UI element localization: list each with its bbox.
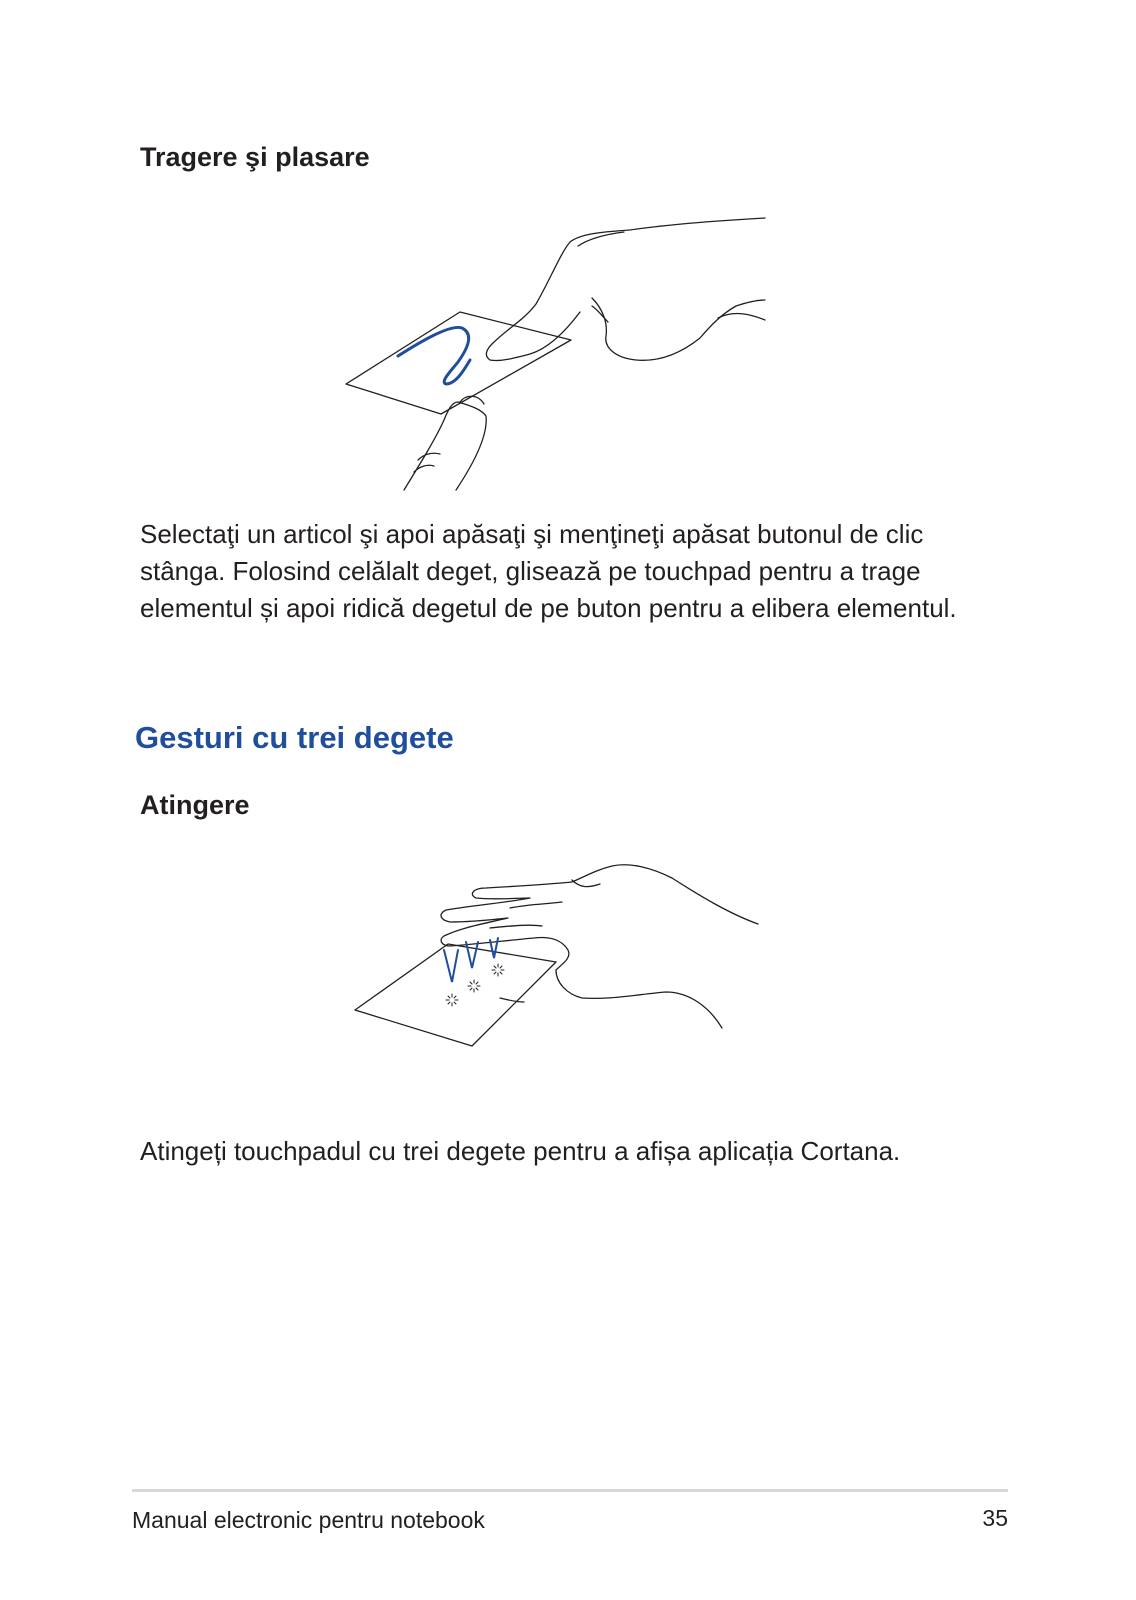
footer-divider <box>132 1489 1008 1492</box>
tap-description: Atingeți touchpadul cu trei degete pentru a afișa aplicația Cortana. <box>140 1136 901 1166</box>
gesture-path <box>398 327 470 384</box>
drag-drop-illustration <box>340 210 780 500</box>
drag-drop-description: Selectaţi un articol şi apoi apăsaţi şi menţineţi apăsat butonul de clic stânga. Folosind celălalt deget, glisează pe touchpad pentru a trage elementul și apoi ridică degetul de pe buton pentru a elibera elementul. <box>140 519 957 623</box>
subsection-title-drag-drop: Tragere şi plasare <box>140 142 370 172</box>
footer-title: Manual electronic pentru notebook <box>132 1507 485 1533</box>
lower-finger <box>404 402 486 490</box>
section-title-three-finger: Gesturi cu trei degete <box>135 720 454 755</box>
page-number: 35 <box>982 1505 1008 1531</box>
subsection-title-tap: Atingere <box>140 790 250 820</box>
pressing-hand <box>486 218 765 361</box>
tapping-hand <box>441 865 758 1028</box>
three-finger-tap-illustration <box>350 858 770 1058</box>
